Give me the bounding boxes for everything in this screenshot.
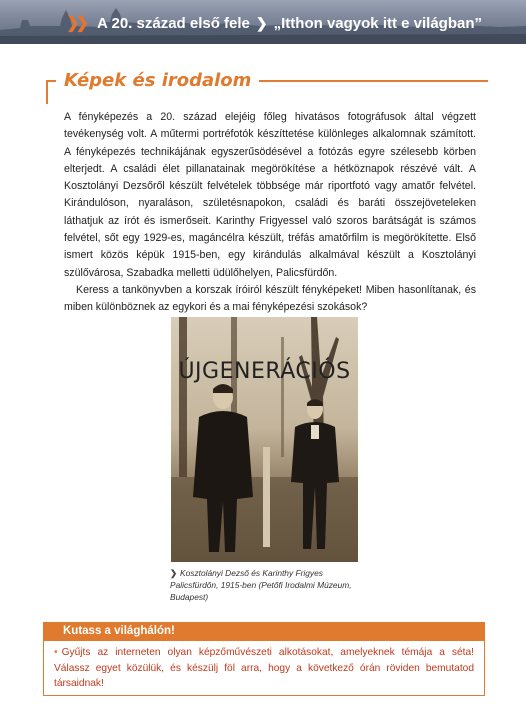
chevron-separator-icon: ❯ <box>255 14 268 31</box>
section-title: Képek és irodalom <box>56 70 259 91</box>
header-title <box>66 12 482 34</box>
bullet-icon: • <box>54 647 58 658</box>
chapter-header-banner <box>0 0 526 44</box>
photo-caption <box>170 567 360 603</box>
question-paragraph: Keress a tankönyvben a korszak íróiról készült fényképeket! Miben hasonlítanak, és miben különböznek az egykori és a mai fényképezési szokások? <box>64 283 476 314</box>
chapter-subtitle: „Itthon vagyok itt e világban” <box>273 14 482 32</box>
body-text <box>64 109 476 317</box>
double-chevron-icon: ❯❯ <box>66 15 86 32</box>
activity-box-heading: Kutass a világhálón! <box>43 622 484 641</box>
activity-instructions: Gyűjts az interneten olyan képzőművészeti alkotásokat, amelyeknek témája a séta! Válassz egyet közülük, és készülj föl arra, hogy a következő órán röviden bemutatod társaidnak! <box>54 647 474 689</box>
caption-text: Kosztolányi Dezső és Karinthy Frigyes Palicsfürdőn, 1915-ben (Petőfi Irodalmi Múzeum, Budapest) <box>170 568 352 602</box>
chapter-title: A 20. század első fele <box>97 14 250 32</box>
watermark-text: ÚJGENERÁCIÓS <box>178 359 351 384</box>
body-paragraph: A fényképezés a 20. század elejéig főleg hivatásos fotográfusok által végzett tevékenység volt. A műtermi portréfotók készíttetése különleges alkalomnak számított. A fényképezés technikájának egyszerűsödésével a fotózás egyre szélesebb körben elterjedt. A családi élet pillanatainak megörökítése a hétköznapok részévé vált. A Kosztolányi Dezsőről készült felvételek többsége már riportfotó vagy amatőr felvétel. Kirándulóson, nyaraláson, születésnapokon, családi és baráti összejöveteleken láthatjuk az írót és ismerőseit. Karinthy Frigyessel való szoros barátságát is számos felvétel, sőt egy 1929-es, magáncélra készült, tréfás amatőrfilm is megörökítette. Első ismert közös képük 1915-ben, egy kirándulás alkalmával készült a Kosztolányi szülővárosa, Szabadka melletti üdülőhelyen, Palicsfürdőn. <box>64 111 476 279</box>
photo-scene <box>171 317 358 562</box>
caption-chevron-icon: ❯ <box>170 568 178 578</box>
historical-photo <box>171 317 358 562</box>
activity-box-text <box>54 645 474 692</box>
